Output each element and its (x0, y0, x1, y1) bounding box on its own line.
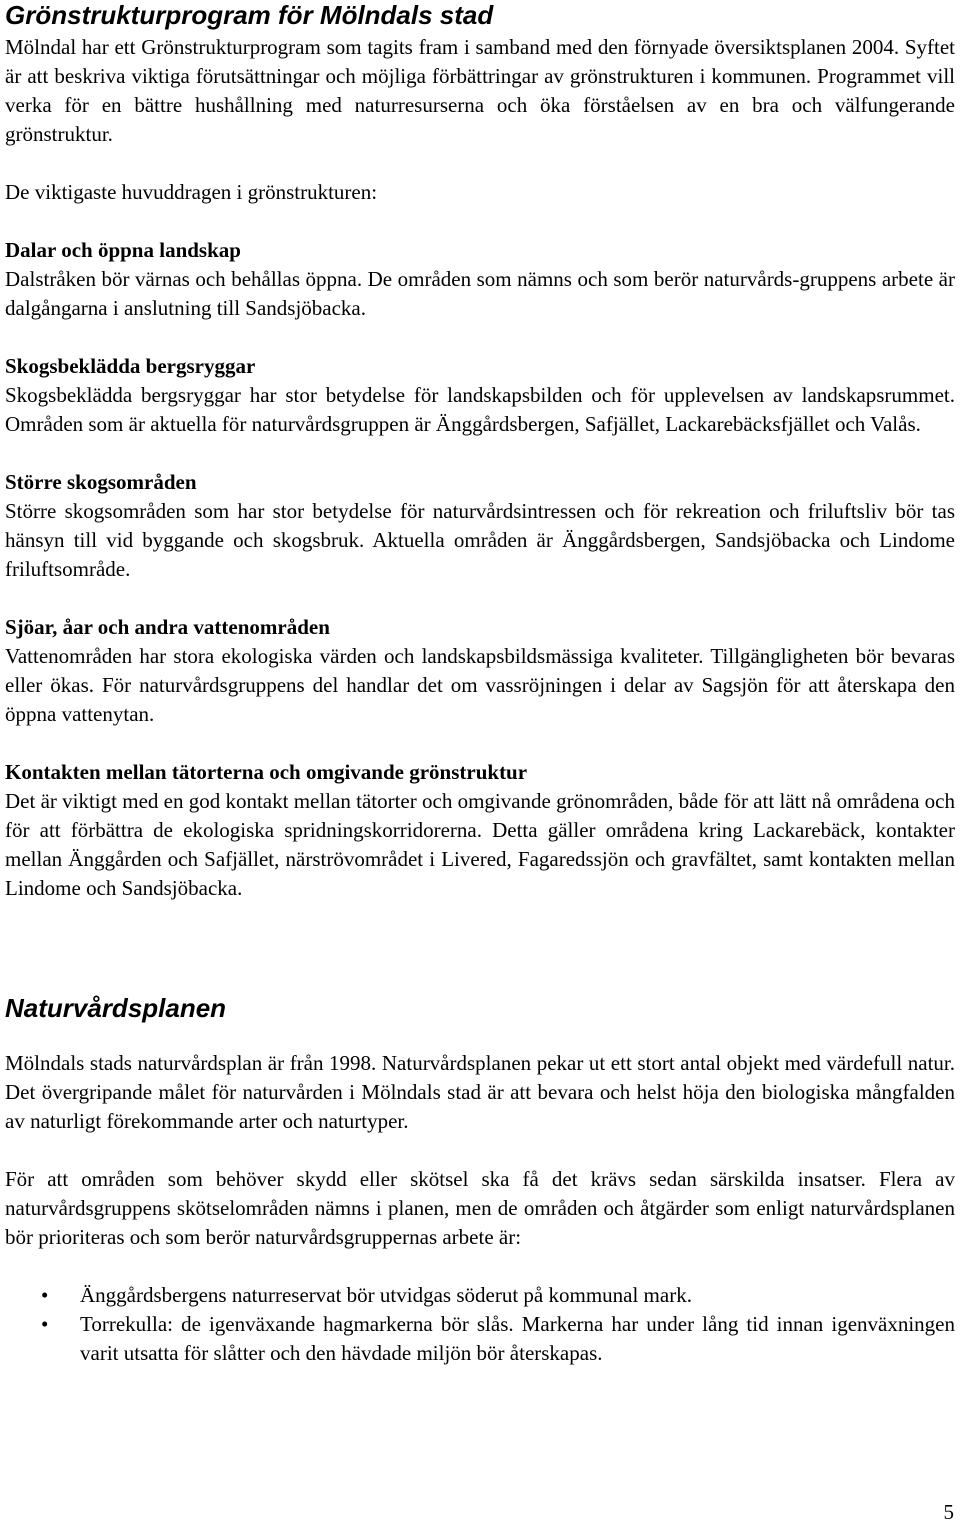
page-number: 5 (943, 1500, 954, 1524)
bullet-icon: • (41, 1283, 49, 1307)
paragraph-valleys: Dalstråken bör värnas och behållas öppna. De områden som nämns och som berör naturvårds-gruppens arbete är dalgångarna i anslutning till Sandsjöbacka. (5, 267, 955, 320)
subheading-ridges: Skogsbeklädda bergsryggar (5, 354, 256, 378)
lead-paragraph: De viktigaste huvuddragen i grönstrukturen: (5, 180, 378, 204)
list-item-text: Torrekulla: de igenväxande hagmarkerna bör slås. Markerna har under lång tid innan igenväxningen varit utsatta för slåtter och den hävdade miljön bör återskapas. (80, 1312, 955, 1365)
document-page (5, 0, 955, 1368)
paragraph-contact: Det är viktigt med en god kontakt mellan tätorter och omgivande grönområden, både för att lätt nå områdena och för att förbättra de ekologiska spridningskorridorerna. Detta gäller områdena kring Lackarebäck, kontakter mellan Änggården och Safjället, närströvområdet i Livered, Fagaredssjön och gravfältet, samt kontakten mellan Lindome och Sandsjöbacka. (5, 789, 955, 900)
subheading-valleys: Dalar och öppna landskap (5, 238, 241, 262)
subheading-contact: Kontakten mellan tätorterna och omgivande grönstruktur (5, 760, 528, 784)
list-item (5, 1281, 955, 1310)
paragraph-waters: Vattenområden har stora ekologiska värden och landskapsbildsmässiga kvaliteter. Tillgängligheten bör bevaras eller ökas. För naturvårdsgruppens del handlar det om vassröjningen i delar av Sagsjön för att återskapa den öppna vattenytan. (5, 644, 955, 726)
paragraph-forests: Större skogsområden som har stor betydelse för naturvårdsintressen och för rekreation och friluftsliv bör tas hänsyn till vid byggande och skogsbruk. Aktuella områden är Änggårdsbergen, Sandsjöbacka och Lindome friluftsområde. (5, 499, 955, 581)
bullet-icon: • (41, 1312, 49, 1336)
list-item (5, 1310, 955, 1368)
naturvard-paragraph-1: Mölndals stads naturvårdsplan är från 1998. Naturvårdsplanen pekar ut ett stort antal objekt med värdefull natur. Det övergripande målet för naturvården i Mölndals stad är att bevara och helst höja den biologiska mångfalden av naturligt förekommande arter och naturtyper. (5, 1051, 955, 1133)
list-item-text: Änggårdsbergens naturreservat bör utvidgas söderut på kommunal mark. (80, 1283, 692, 1307)
naturvard-paragraph-2: För att områden som behöver skydd eller skötsel ska få det krävs sedan särskilda insatser. Flera av naturvårdsgruppens skötselområden nämns i planen, men de områden och åtgärder som enligt naturvårdsplanen bör prioriteras och som berör naturvårdsgruppernas arbete är: (5, 1167, 955, 1249)
section-heading: Grönstrukturprogram för Mölndals stad (5, 0, 494, 30)
subheading-waters: Sjöar, åar och andra vattenområden (5, 615, 330, 639)
paragraph-ridges: Skogsbeklädda bergsryggar har stor betydelse för landskapsbilden och för upplevelsen av landskapsrummet. Områden som är aktuella för naturvårdsgruppen är Änggårdsbergen, Safjället, Lackarebäcksfjället och Valås. (5, 383, 955, 436)
section-heading-naturvard: Naturvårdsplanen (5, 993, 227, 1023)
priority-list (5, 1281, 955, 1368)
intro-paragraph: Mölndal har ett Grönstrukturprogram som tagits fram i samband med den förnyade översiktsplanen 2004. Syftet är att beskriva viktiga förutsättningar och möjliga förbättringar av grönstrukturen i kommunen. Programmet vill verka för en bättre hushållning med naturresurserna och öka förståelsen av en bra och välfungerande grönstruktur. (5, 35, 955, 146)
subheading-forests: Större skogsområden (5, 470, 197, 494)
